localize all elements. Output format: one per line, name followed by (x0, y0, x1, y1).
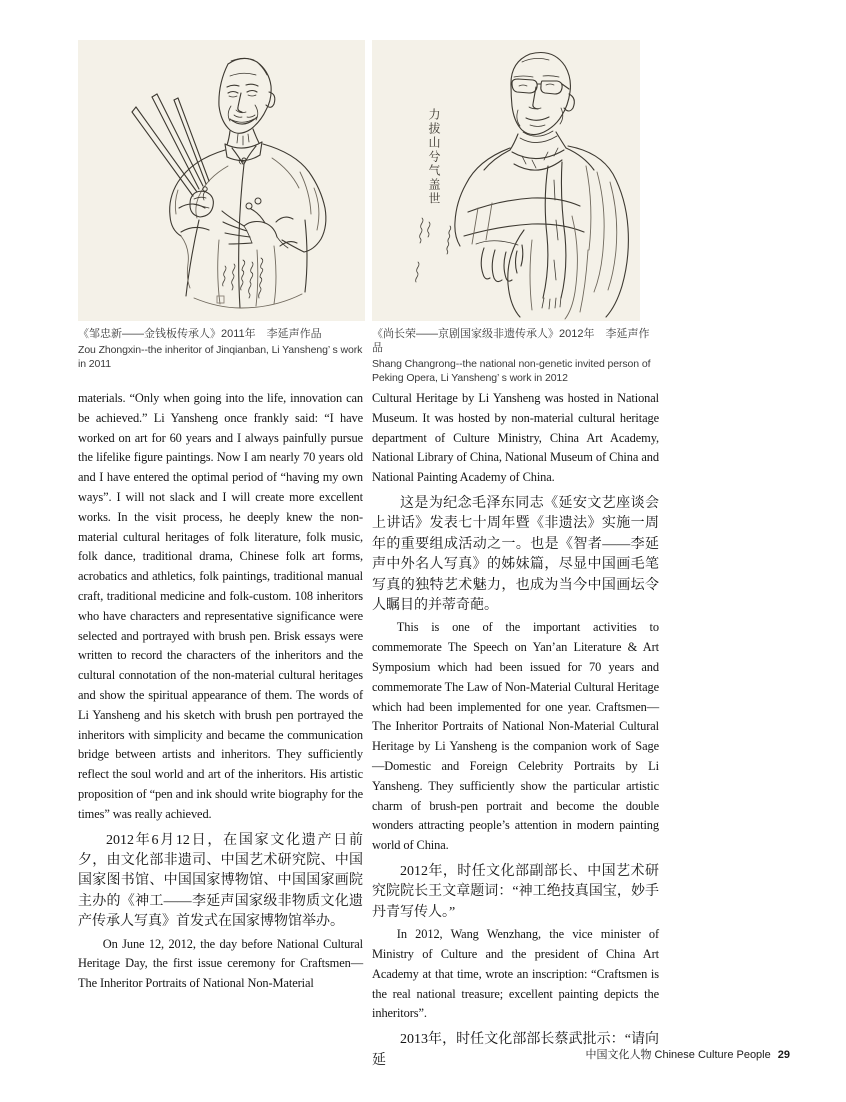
paragraph: On June 12, 2012, the day before National Cultural Heritage Day, the first issue ceremony for Craftsmen—The Inheritor Portraits of National Non-Material (78, 936, 363, 991)
paragraph: This is one of the important activities to commemorate The Speech on Yan’an Literature & Art Symposium which had been issued for 70 years and commemorate The Law of Non-Material Cultural Heritage which had been implemented for one year. Craftsmen—The Inheritor Portraits of National Non-Material Cultural Heritage by Li Yansheng is the companion work of Sage—Domestic and Foreign Celebrity Portraits by Li Yansheng. They sufficiently show the particular artistic charm of brush-pen portrait and become the double wonders attracting people’s attention in modern painting world of China. (372, 620, 659, 853)
portrait-sketch-shang-changrong (372, 40, 640, 321)
paragraph: 这是为纪念毛泽东同志《延安文艺座谈会上讲话》发表七十周年暨《非遗法》实施一周年的重要组成活动之一。也是《智者——李延声中外名人写真》的姊妹篇，尽显中国画毛笔写真的独特艺术魅力，也成为当今中国画坛令人瞩目的并蒂奇葩。 (372, 495, 659, 614)
paragraph: Cultural Heritage by Li Yansheng was hosted in National Museum. It was hosted by non-material cultural heritage department of Culture Ministry, China Art Academy, National Library of China, National Museum of China and National Painting Academy of China. (372, 391, 659, 485)
caption-right (372, 327, 656, 385)
portrait-sketch-zou-zhongxin (78, 40, 365, 321)
artwork-shang-changrong (372, 40, 640, 321)
inscription-calligraphy: 力拔山兮气盖世 (427, 108, 441, 206)
paragraph: 2012年，时任文化部副部长、中国艺术研究院院长王文章题词：“神工绝技真国宝，妙手丹青写传人。” (372, 863, 659, 920)
artwork-zou-zhongxin (78, 40, 365, 321)
caption-left-english: Zou Zhongxin--the inheritor of Jinqianban, Li Yansheng’ s work in 2011 (78, 344, 363, 370)
page-footer (586, 1046, 791, 1062)
caption-left (78, 327, 370, 371)
paragraph: 2012年6月12日，在国家文化遗产日前夕，由文化部非遗司、中国艺术研究院、中国国家图书馆、中国国家博物馆、中国国家画院主办的《神工——李延声国家级非物质文化遗产传承人写真》首发式在国家博物馆举办。 (78, 832, 363, 930)
paragraph: 2013年，时任文化部部长蔡武批示：“请向延 (372, 1032, 659, 1068)
text-column-left (78, 389, 363, 994)
page-number: 29 (777, 1049, 790, 1061)
caption-right-chinese: 《尚长荣——京剧国家级非遗传承人》2012年 李延声作品 (372, 328, 650, 354)
artist-seal (217, 296, 224, 303)
paragraph: materials. “Only when going into the life, innovation can be achieved.” Li Yansheng once frankly said: “I have worked on art for 60 years and I always painfully pursue the lifelike figure paintings. Now I am nearly 70 years old and I have entered the optimal period of “having my own ways”. I will not slack and I will create more excellent works. In the visit process, he deeply knew the non-material cultural heritages of folk literature, folk music, folk dance, traditional drama, Chinese folk art forms, acrobatics and athletics, folk paintings, traditional manual craft, traditional medicine and folk-custom. 108 inheritors who have characters and representative significance were selected and portrayed with brush pen. Brisk essays were written to record the characters of the inheritors and the cultural connotation of the non-material cultural heritages and show the spiritual appearance of them. The words of Li Yansheng and his sketch with brush pen portrayed the inheritors with simplicity and became the communication bridge between artists and inheritors. They sufficiently reflect the soul world and art of the inheritors. His artistic proposition of “pen and ink should write biography for the times” was really achieved. (78, 391, 363, 821)
text-column-right (372, 389, 659, 1073)
caption-left-chinese: 《邹忠新——金钱板传承人》2011年 李延声作品 (78, 328, 322, 340)
caption-right-english: Shang Changrong--the national non-genetic invited person of Peking Opera, Li Yansheng’ s work in 2012 (372, 358, 651, 384)
paragraph: In 2012, Wang Wenzhang, the vice minister of Ministry of Culture and the president of China Art Academy at that time, wrote an inscription: “Craftsmen is the real national treasure; excellent painting depicts the inheritors”. (372, 927, 659, 1021)
footer-publication-title: 中国文化人物 Chinese Culture People (585, 1049, 771, 1061)
